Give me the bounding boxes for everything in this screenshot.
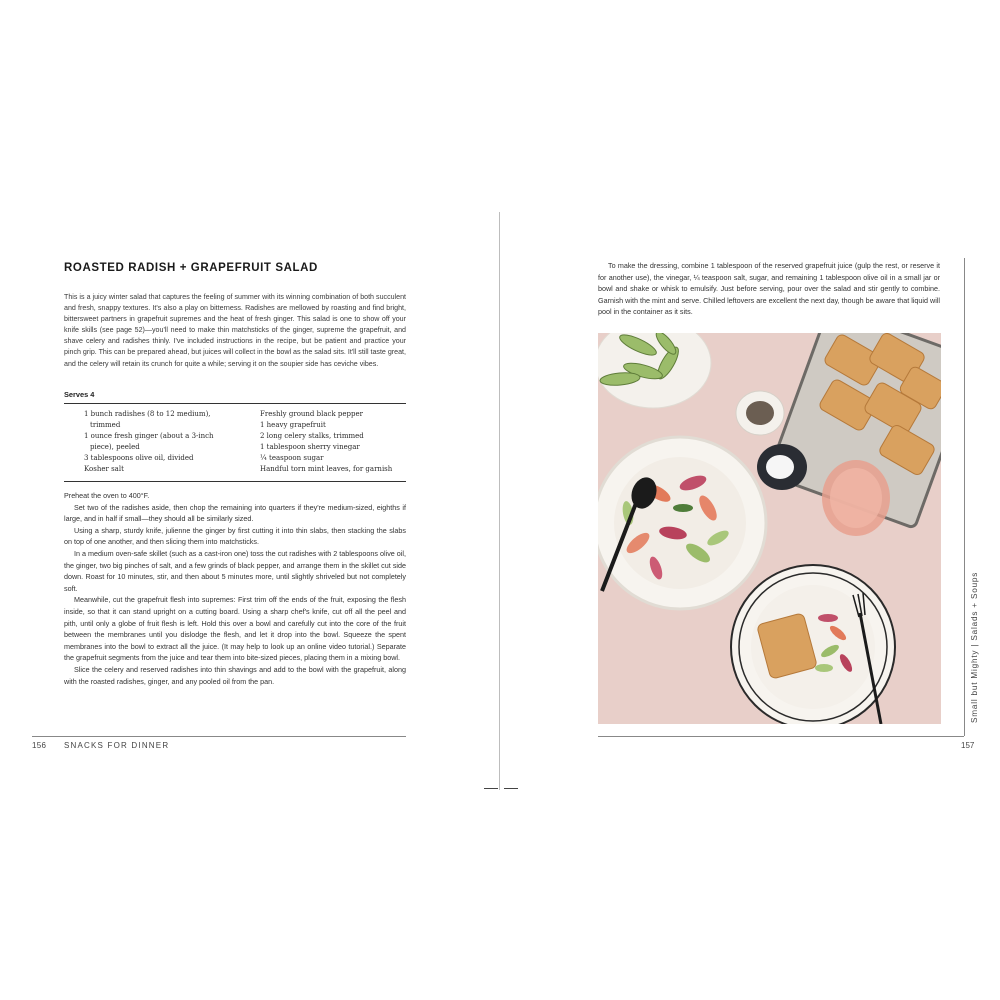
running-footer: SNACKS FOR DINNER	[64, 741, 170, 750]
chapter-side-label: Small but Mighty | Salads + Soups	[970, 571, 979, 723]
method-paragraph: Slice the celery and reserved radishes into thin shavings and add to the bowl with the grapefruit, along with the roasted radishes, ginger, and any pooled oil from the pan.	[64, 664, 406, 686]
ingredient-line: trimmed	[90, 421, 121, 430]
ingredients-list-right	[260, 409, 392, 476]
method-paragraph: In a medium oven-safe skillet (such as a cast-iron one) toss the cut radishes with 2 tablespoons olive oil, the ginger, two big pinches of salt, and a few grinds of black pepper, and arrange them in the skillet cut side down. Roast for 10 minutes, stir, and then about 5 minutes more, until slightly shriveled but not completely soft.	[64, 548, 406, 593]
ingredient-line: 1 tablespoon sherry vinegar	[260, 443, 360, 452]
ingredient-line: 1 bunch radishes (8 to 12 medium),	[84, 410, 211, 418]
ingredient-line: 2 long celery stalks, trimmed	[260, 432, 364, 441]
ingredients-bottom-rule	[64, 481, 406, 482]
method-paragraph: Preheat the oven to 400°F.	[64, 491, 150, 500]
ingredients-top-rule	[64, 403, 406, 404]
dressing-text: To make the dressing, combine 1 tablespoon of the reserved grapefruit juice (gulp the rest, or reserve it for another use), the vinegar, ¼ teaspoon salt, sugar, and remaining 1 tablespoon olive oil in a small jar or bowl and shake or whisk to emulsify. Just before serving, pour over the salad and stir gently to combine. Garnish with the mint and serve. Chilled leftovers are excellent the next day, though be aware that liquid will pool in the container as it sits.	[598, 261, 940, 317]
serves-label: Serves 4	[64, 390, 95, 399]
recipe-intro: This is a juicy winter salad that captures the feeling of summer with its winning combination of both succulent and fresh, snappy textures. It's also a play on bitterness. Radishes are mellowed by roasting and find bright, bittersweet partners in grapefruit supremes and the heat of fresh ginger. This salad is one to show off your knife skills (see page 52)—you'll need to make thin matchsticks of the ginger, supreme the grapefruit, and shave celery and radishes thinly. I've included instructions in the recipe, but be patient and practice your pinch grip. This can be prepared ahead, but juices will collect in the bowl as the salad sits. It'll still taste great, and the celery will retain its crunch for quite a while; serving it on the soupier side has ceviche vibes.	[64, 293, 406, 368]
ingredient-line: 3 tablespoons olive oil, divided	[84, 454, 194, 463]
ingredient-line: ¼ teaspoon sugar	[260, 454, 324, 463]
ingredient-line: piece), peeled	[90, 443, 140, 452]
method-paragraph: Using a sharp, sturdy knife, julienne the ginger by first cutting it into thin slabs, then stacking the slabs on top of one another, and then slicing them into matchsticks.	[64, 525, 406, 547]
ingredient-line: 1 heavy grapefruit	[260, 421, 326, 430]
footer-rule	[598, 736, 964, 737]
recipe-title: ROASTED RADISH + GRAPEFRUIT SALAD	[64, 262, 318, 274]
food-photo	[598, 333, 941, 724]
right-page	[500, 0, 1000, 1000]
food-photo-illustration	[598, 333, 941, 724]
ingredients-list-left	[84, 409, 214, 476]
gutter-mark-left	[484, 788, 498, 789]
ingredient-line: Freshly ground black pepper	[260, 410, 363, 418]
page-number: 156	[32, 741, 47, 750]
page-number: 157	[961, 741, 975, 750]
method-paragraph: Set two of the radishes aside, then chop the remaining into quarters if they're medium-sized, eighths if large, and in half if small—they should all be similarly sized.	[64, 502, 406, 524]
recipe-method	[64, 490, 406, 687]
ingredient-line: Handful torn mint leaves, for garnish	[260, 465, 393, 474]
method-paragraph: Meanwhile, cut the grapefruit flesh into supremes: First trim off the ends of the fruit, exposing the flesh inside, so that it can stand upright on a cutting board. Using a sharp chef's knife, cut off all the peel and pith, until only a globe of fruit flesh is left. Hold this over a bowl and carefully cut into the core of the fruit between the membranes until you dislodge the flesh, and let it drop into the bowl. Squeeze the spent membranes into the bowl to extract all the juice. (It may help to look up an online video tutorial.) Separate the grapefruit segments from the juice and tear them into bite-sized pieces, placing them in a mixing bowl.	[64, 595, 406, 663]
sidebar-rule	[964, 258, 965, 736]
ingredient-line: 1 ounce fresh ginger (about a 3-inch	[84, 432, 214, 441]
ingredient-line: Kosher salt	[84, 465, 124, 474]
footer-rule	[32, 736, 406, 737]
